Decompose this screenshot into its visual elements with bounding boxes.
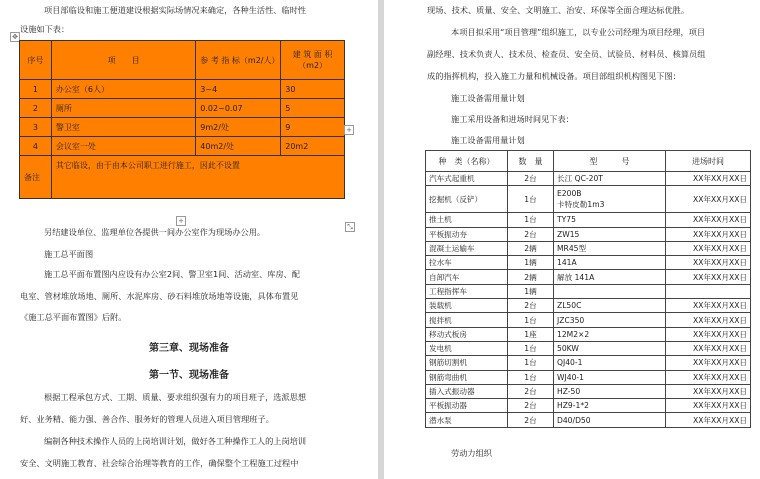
- table-cell: 5: [281, 99, 345, 118]
- table-cell: 长江 QC-20T: [554, 172, 666, 186]
- table-cell: XX年XX月XX日: [666, 313, 751, 327]
- header-cell: 种 类（名称）: [426, 151, 508, 172]
- table-cell: 4: [20, 137, 52, 156]
- table-cell: 钢筋切割机: [426, 356, 508, 370]
- table-cell: 移动式板房: [426, 327, 508, 341]
- table-cell: MR45型: [554, 241, 666, 255]
- table-cell: 141A: [554, 256, 666, 270]
- table-header-row: [20, 41, 345, 80]
- table-cell: XX年XX月XX日: [666, 399, 751, 413]
- table-cell: 3~4: [196, 80, 281, 99]
- table-row: [426, 186, 751, 213]
- paragraph-line: 施工设备需用量计划: [451, 93, 525, 103]
- table-row: [20, 137, 345, 156]
- paragraph-line: 施工总平面布置图内应设有办公室2间、警卫室1间、活动室、库房、配: [44, 269, 301, 279]
- note-text: 其它临设，由于由本公司职工进行施工，因此不设置: [51, 156, 344, 199]
- header-cell: 型 号: [554, 151, 666, 172]
- add-row-icon[interactable]: +: [176, 216, 186, 226]
- paragraph-line: 编制各种技术操作人员的上岗培训计划，做好各工种操作工人的上岗培训: [44, 436, 307, 446]
- table-cell: XX年XX月XX日: [666, 186, 751, 213]
- table-cell: 0.02~0.07: [196, 99, 281, 118]
- table-cell: XX年XX月XX日: [666, 341, 751, 355]
- table-cell: 潜水泵: [426, 413, 508, 427]
- table-row: [426, 284, 751, 298]
- table-cell: ZW15: [554, 227, 666, 241]
- table-cell: XX年XX月XX日: [666, 172, 751, 186]
- paragraph-line: 根据工程承包方式、工期、质量、要求组织强有力的项目班子，选派思想: [44, 392, 307, 402]
- table-cell: 3: [20, 118, 52, 137]
- table-row: [426, 313, 751, 327]
- table-row: [426, 413, 751, 427]
- table-row: [426, 227, 751, 241]
- table-cell: 2台: [508, 172, 554, 186]
- table-cell: 9m2/处: [196, 118, 281, 137]
- table-cell: 1台: [508, 356, 554, 370]
- table-cell: 2: [20, 99, 52, 118]
- model-line: E200B: [557, 189, 582, 199]
- table-cell: 插入式振动器: [426, 384, 508, 398]
- paragraph-line: 成的指挥机构，投入施工力量和机械设备。项目部组织机构图见下图：: [427, 71, 681, 81]
- table-move-handle-icon[interactable]: ✥: [10, 32, 20, 42]
- header-cell: 项 目: [51, 41, 195, 80]
- table-row: [426, 356, 751, 370]
- equipment-table-body: [426, 172, 751, 428]
- table-row: [426, 299, 751, 313]
- table-cell: 混凝土运输车: [426, 241, 508, 255]
- table-row: [426, 172, 751, 186]
- table-header-row: [426, 151, 751, 172]
- table-cell: 2辆: [508, 270, 554, 284]
- table-cell: 12M2×2: [554, 327, 666, 341]
- header-cell: 数 量: [508, 151, 554, 172]
- note-label: 备注: [20, 156, 52, 199]
- table-cell: XX年XX月XX日: [666, 227, 751, 241]
- paragraph-line: 施工设备需用量计划: [451, 135, 525, 145]
- table-cell: 1台: [508, 186, 554, 213]
- paragraph-line: 《施工总平面布置图》后附。: [20, 312, 127, 322]
- paragraph-line: 劳动力组织: [451, 448, 492, 458]
- table-cell: D40/D50: [554, 413, 666, 427]
- table-cell: 50KW: [554, 341, 666, 355]
- table-cell: 拉水车: [426, 256, 508, 270]
- table-cell: XX年XX月XX日: [666, 213, 751, 227]
- table-row: [426, 270, 751, 284]
- table-row: [426, 213, 751, 227]
- table-resize-handle-icon[interactable]: ⤡: [345, 222, 355, 232]
- add-column-icon[interactable]: +: [344, 125, 354, 135]
- header-cell: 参 考 指 标（m2/人）: [196, 41, 281, 80]
- table-cell: 2台: [508, 413, 554, 427]
- table-cell: 40m2/处: [196, 137, 281, 156]
- section-heading: 第一节、现场准备: [149, 370, 229, 381]
- paragraph-line: 施工采用设备和进场时间见下表：: [451, 114, 574, 124]
- facility-table: [19, 40, 345, 199]
- table-row: [426, 384, 751, 398]
- header-cell: 序号: [20, 41, 52, 80]
- table-cell: HZ9-1*2: [554, 399, 666, 413]
- table-cell: 推土机: [426, 213, 508, 227]
- table-cell: [554, 186, 666, 213]
- paragraph-line: 安全、文明施工教育、社会综合治理等教育的工作，确保整个工程施工过程中: [20, 458, 299, 468]
- paragraph-line: 电室、管材堆放场地、厕所、水泥库房、砂石料堆放场地等设施，具体布置见: [20, 291, 299, 301]
- table-cell: 1台: [508, 370, 554, 384]
- table-cell: XX年XX月XX日: [666, 327, 751, 341]
- table-cell: 自卸汽车: [426, 270, 508, 284]
- table-row: [20, 99, 345, 118]
- table-cell: 2辆: [508, 241, 554, 255]
- table-cell: 发电机: [426, 341, 508, 355]
- table-cell: 厕所: [51, 99, 195, 118]
- table-cell: 搅拌机: [426, 313, 508, 327]
- table-cell: XX年XX月XX日: [666, 256, 751, 270]
- paragraph-line: 副经理、技术负责人、技术员、检查员、安全员、试验员、材料员、核算员组: [427, 49, 706, 59]
- table-row: [426, 370, 751, 384]
- table-cell: WJ40-1: [554, 370, 666, 384]
- table-cell: 汽车式起重机: [426, 172, 508, 186]
- table-cell: XX年XX月XX日: [666, 270, 751, 284]
- table-row: [20, 80, 345, 99]
- table-cell: HZ-50: [554, 384, 666, 398]
- table-cell: XX年XX月XX日: [666, 370, 751, 384]
- equipment-table: [425, 150, 751, 428]
- table-cell: XX年XX月XX日: [666, 384, 751, 398]
- table-cell: 平板振动器: [426, 399, 508, 413]
- chapter-heading: 第三章、现场准备: [149, 343, 229, 354]
- table-cell: 钢筋弯曲机: [426, 370, 508, 384]
- table-cell: ZL50C: [554, 299, 666, 313]
- table-cell: 平板振动夯: [426, 227, 508, 241]
- table-cell: XX年XX月XX日: [666, 241, 751, 255]
- table-cell: 9: [281, 118, 345, 137]
- intro-line: 项目部临设和施工便道建设根据实际场情况来确定，各种生活性、临时性: [44, 5, 307, 15]
- paragraph-line: 好、业务精、能力强、善合作、服务好的管理人员进入项目管理班子。: [20, 414, 274, 424]
- table-cell: JZC350: [554, 313, 666, 327]
- table-cell: 30: [281, 80, 345, 99]
- table-cell: 装载机: [426, 299, 508, 313]
- table-note-row: [20, 156, 345, 199]
- table-row: [426, 327, 751, 341]
- table-cell: 1台: [508, 313, 554, 327]
- table-cell: XX年XX月XX日: [666, 299, 751, 313]
- table-cell: XX年XX月XX日: [666, 413, 751, 427]
- table-cell: 1座: [508, 327, 554, 341]
- table-cell: 1台: [508, 341, 554, 355]
- table-cell: 1辆: [508, 256, 554, 270]
- table-row: [426, 256, 751, 270]
- table-cell: 挖掘机（反铲）: [426, 186, 508, 213]
- table-cell: QJ40-1: [554, 356, 666, 370]
- table-cell: 2台: [508, 384, 554, 398]
- intro-line: 设施如下表：: [20, 24, 70, 34]
- table-cell: 2台: [508, 399, 554, 413]
- table-cell: 会议室一处: [51, 137, 195, 156]
- table-cell: [666, 284, 751, 298]
- header-cell: 进场时间: [666, 151, 751, 172]
- table-cell: [554, 284, 666, 298]
- paragraph-line: 另结建设单位、监理单位各提供一间办公室作为现场办公用。: [44, 227, 266, 237]
- table-cell: 20m2: [281, 137, 345, 156]
- table-cell: 警卫室: [51, 118, 195, 137]
- paragraph-line: 现场、技术、质量、安全、文明施工、治安、环保等全面合理达标优胜。: [427, 5, 690, 15]
- table-cell: 1台: [508, 213, 554, 227]
- table-row: [426, 399, 751, 413]
- table-cell: 2台: [508, 299, 554, 313]
- paragraph-line: 本项目拟采用“项目管理”组织施工，以专业公司经理为项目经理，项目: [451, 27, 706, 37]
- table-cell: 1辆: [508, 284, 554, 298]
- paragraph-line: 施工总平面图: [44, 249, 94, 259]
- header-cell: 建 筑 面 积（m2）: [281, 41, 345, 80]
- table-cell: TY75: [554, 213, 666, 227]
- table-cell: XX年XX月XX日: [666, 356, 751, 370]
- table-row: [20, 118, 345, 137]
- model-line: 卡特皮勒1m3: [557, 200, 605, 210]
- table-row: [426, 341, 751, 355]
- table-cell: 1: [20, 80, 52, 99]
- table-cell: 工程指挥车: [426, 284, 508, 298]
- table-cell: 办公室（6人）: [51, 80, 195, 99]
- table-row: [426, 241, 751, 255]
- table-cell: 解放 141A: [554, 270, 666, 284]
- table-cell: 2台: [508, 227, 554, 241]
